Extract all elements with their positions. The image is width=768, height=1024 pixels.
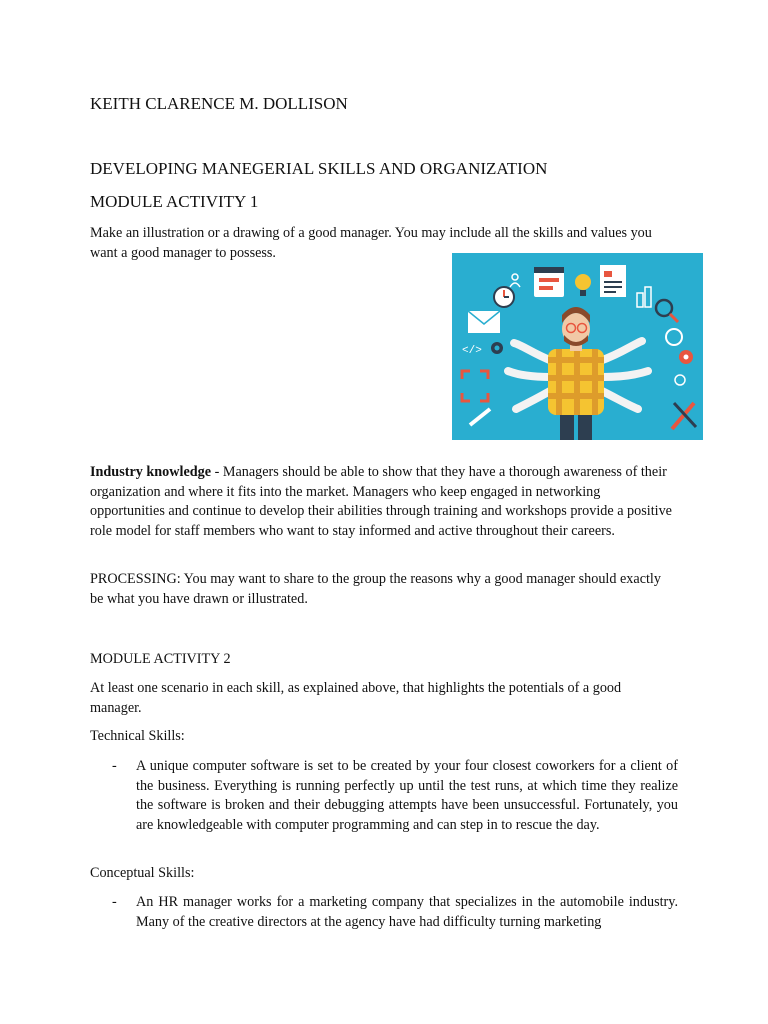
processing-paragraph: PROCESSING: You may want to share to the group the reasons why a good manager should exactly be what you have drawn or illustrated. <box>90 571 661 607</box>
industry-knowledge-paragraph <box>90 463 678 541</box>
activity2-instruction: At least one scenario in each skill, as explained above, that highlights the potentials of a good manager. <box>90 680 622 716</box>
good-manager-illustration <box>452 253 703 440</box>
svg-text:</>: </> <box>462 345 482 357</box>
stopwatch-icon <box>494 287 514 307</box>
bullet-dash: - <box>112 758 117 774</box>
conceptual-skills-label: Conceptual Skills: <box>90 865 195 881</box>
author-name: KEITH CLARENCE M. DOLLISON <box>90 94 348 113</box>
bullet-dash: - <box>112 894 117 910</box>
activity1-heading: MODULE ACTIVITY 1 <box>90 192 259 211</box>
document-icon <box>600 265 626 297</box>
activity2-heading: MODULE ACTIVITY 2 <box>90 651 231 667</box>
gear-icon-left <box>491 342 503 354</box>
technical-skills-bullet <box>90 757 680 857</box>
skill-description: - Managers should be able to show that they have a thorough awareness of their organization and where it fits into the market. Managers who keep engaged in networking opportunities and continue to develop their abilities through training and workshops provide a positive role model for staff members who want to stay informed and active throughout their careers. <box>90 464 672 539</box>
conceptual-scenario-text: An HR manager works for a marketing company that specializes in the automobile industry. Many of the creative directors at the agency have had difficulty turning marketing <box>136 894 678 930</box>
technical-skills-label: Technical Skills: <box>90 728 185 744</box>
envelope-icon <box>468 311 500 333</box>
skill-term: Industry knowledge <box>90 464 212 480</box>
course-title: DEVELOPING MANEGERIAL SKILLS AND ORGANIZATION <box>90 159 548 178</box>
technical-scenario-text: A unique computer software is set to be created by your four closest coworkers for a client of the business. Everything is running perfectly up until the test runs, at which time they realize the software is broken and their debugging attempts have been unsuccessful. Fortunately, you are knowledgeable with computer programming and can step in to rescue the day. <box>136 758 678 833</box>
conceptual-skills-bullet <box>90 893 680 937</box>
browser-window-icon <box>534 267 564 297</box>
activity1-instruction: Make an illustration or a drawing of a good manager. You may include all the skills and values you want a good manager to possess. <box>90 225 652 261</box>
code-icon <box>462 345 482 357</box>
